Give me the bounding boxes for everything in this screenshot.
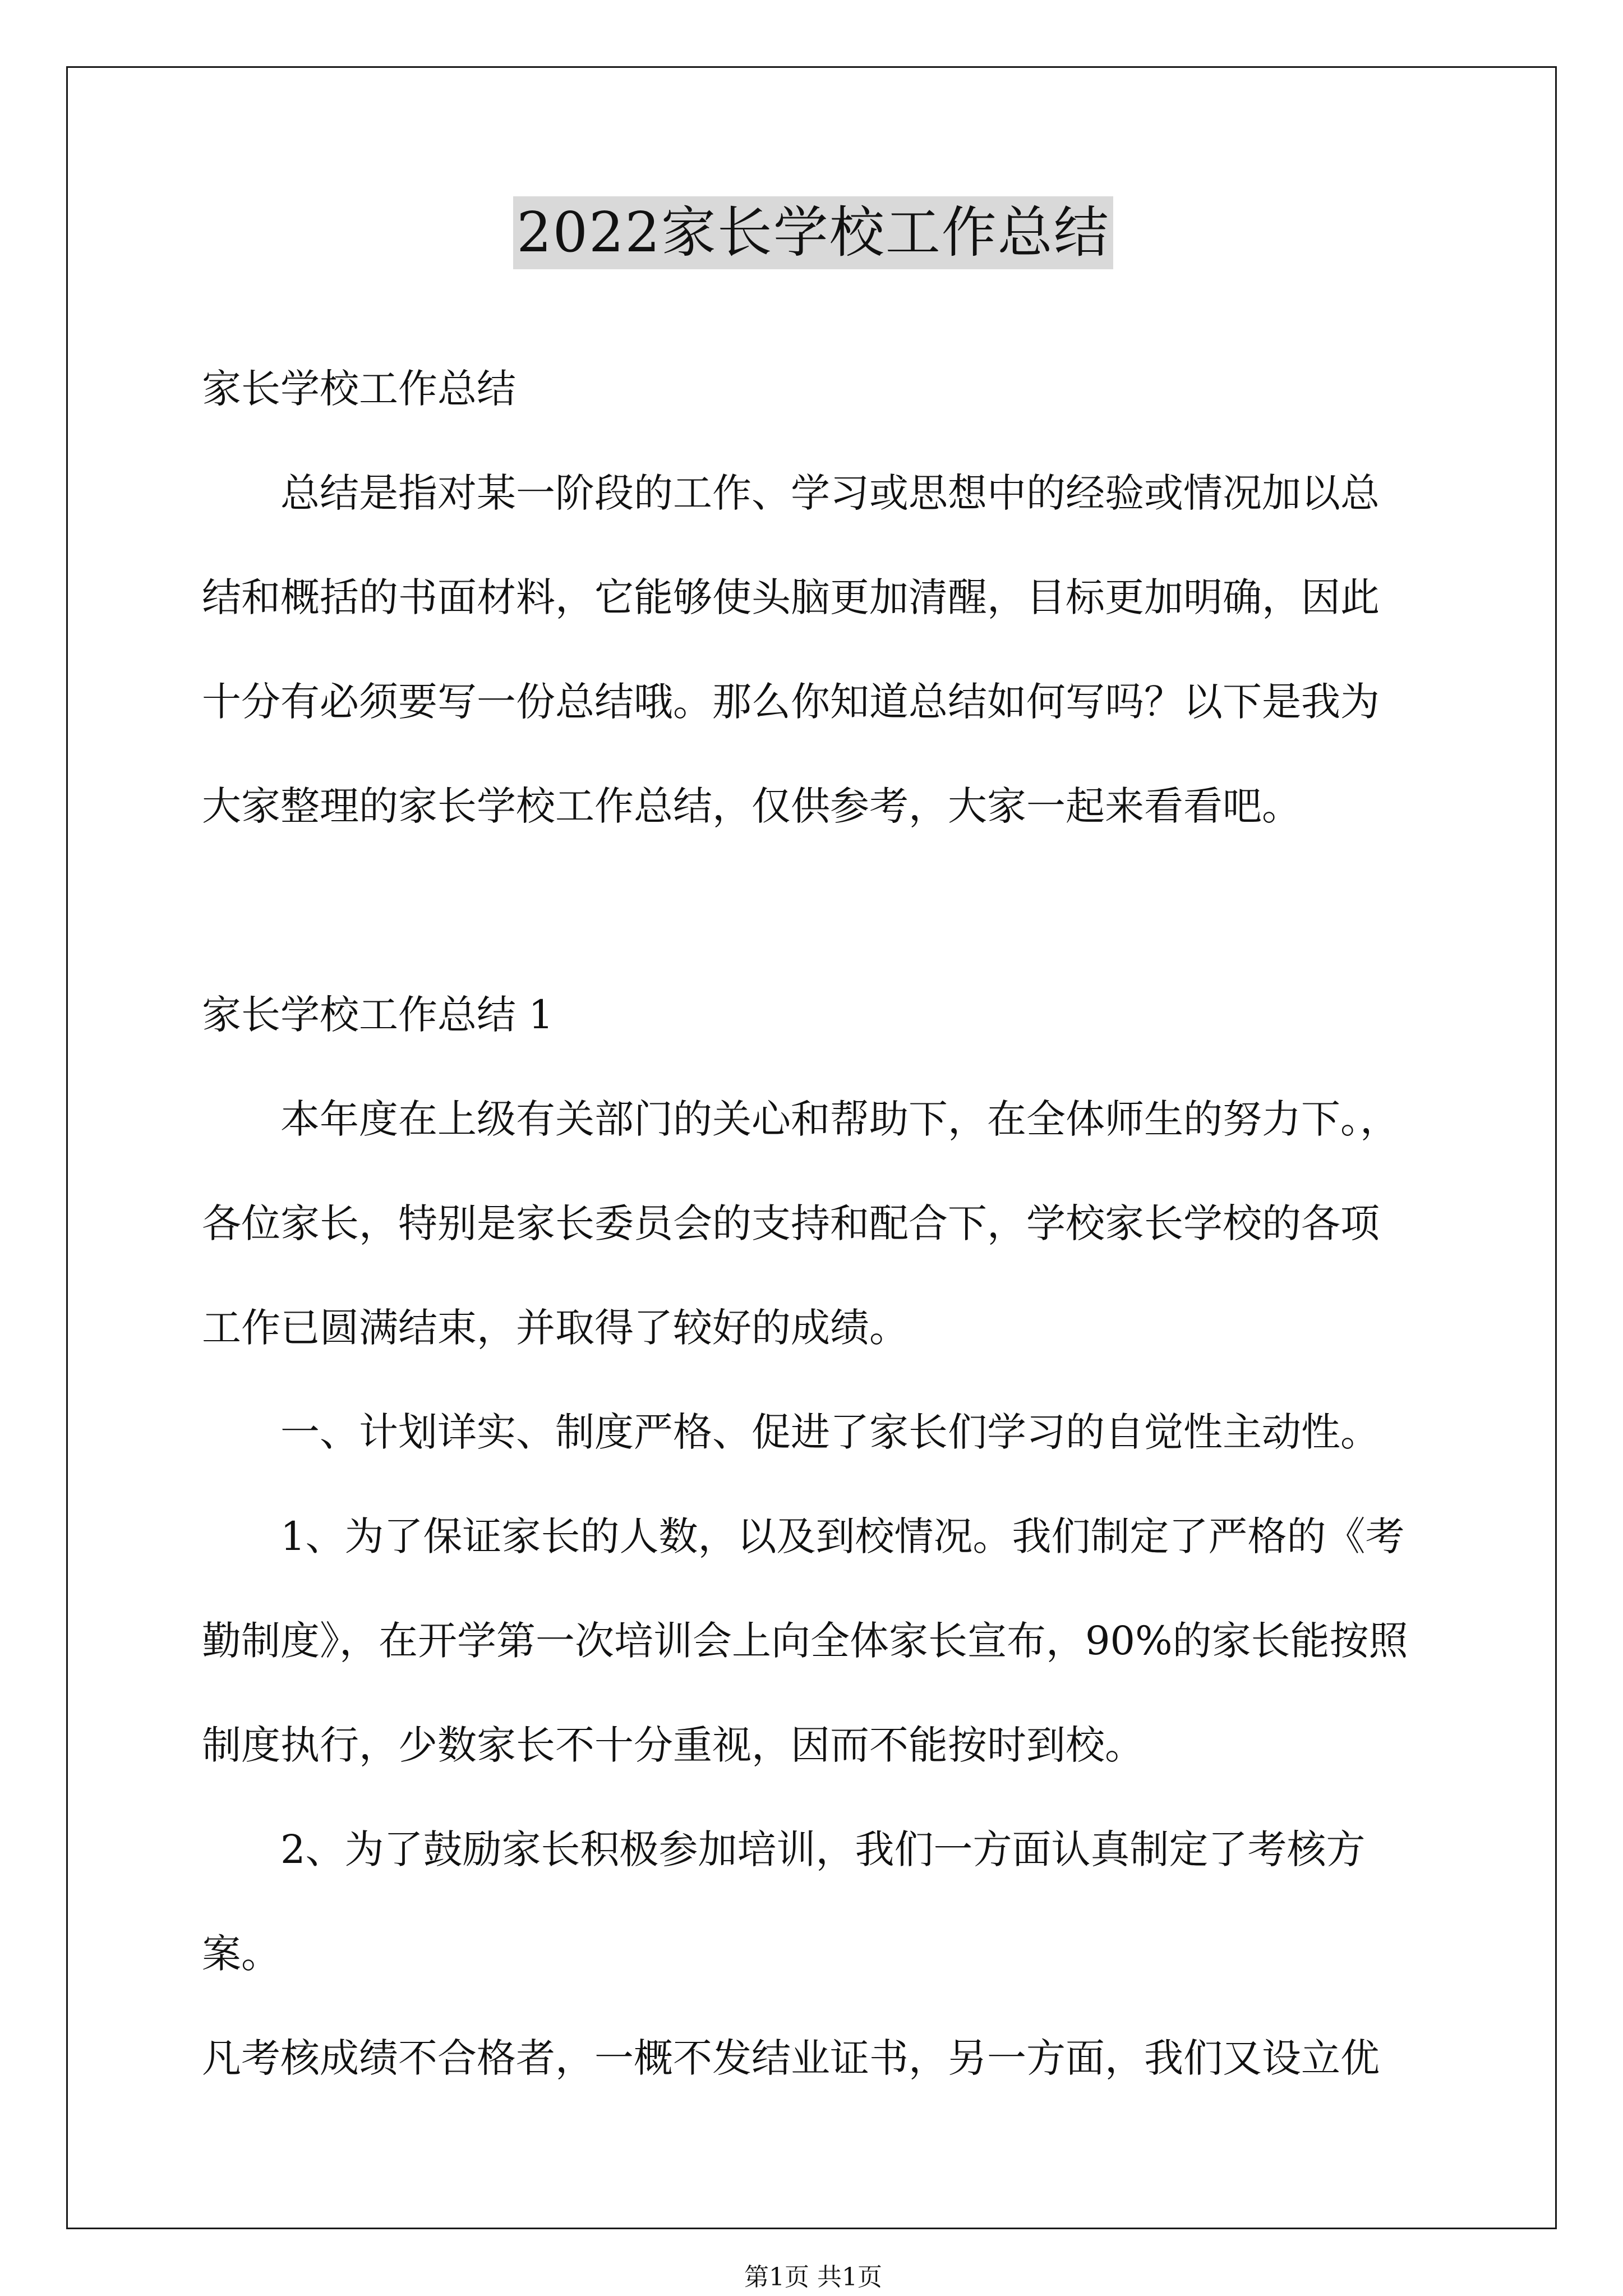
- section-spacer: [202, 858, 1424, 963]
- document-subtitle: 家长学校工作总结: [202, 366, 516, 412]
- page-footer: 第1页 共1页: [744, 2263, 882, 2292]
- section-line-3: 工作已圆满结束，并取得了较好的成绩。: [202, 1305, 909, 1351]
- section-line-8: 2、为了鼓励家长积极参加培训，我们一方面认真制定了考核方案。: [202, 1826, 1366, 1977]
- section-line-9: 凡考核成绩不合格者，一概不发结业证书，另一方面，我们又设立优: [202, 2035, 1380, 2081]
- section-line-5: 1、为了保证家长的人数，以及到校情况。我们制定了严格的《考: [280, 1513, 1405, 1559]
- section-line-1: 本年度在上级有关部门的关心和帮助下，在全体师生的努力下。，: [280, 1096, 1399, 1142]
- document-content: [202, 146, 1424, 2292]
- section-heading: 家长学校工作总结 1: [202, 992, 554, 1038]
- section-line-7: 制度执行，少数家长不十分重视，因而不能按时到校。: [202, 1722, 1144, 1768]
- title-wrap: [202, 196, 1424, 269]
- section-line-2: 各位家长，特别是家长委员会的支持和配合下，学校家长学校的各项: [202, 1200, 1380, 1246]
- intro-line-4: 大家整理的家长学校工作总结，仅供参考，大家一起来看看吧。: [202, 783, 1301, 829]
- intro-line-2: 结和概括的书面材料，它能够使头脑更加清醒，目标更加明确，因此: [202, 574, 1380, 620]
- section-line-6: 勤制度》，在开学第一次培训会上向全体家长宣布，90%的家长能按照: [202, 1618, 1408, 1664]
- document-title: 2022家长学校工作总结: [513, 196, 1113, 269]
- intro-line-1: 总结是指对某一阶段的工作、学习或思想中的经验或情况加以总: [280, 470, 1380, 516]
- section-line-4: 一、计划详实、制度严格、促进了家长们学习的自觉性主动性。: [280, 1409, 1380, 1455]
- intro-line-3: 十分有必须要写一份总结哦。那么你知道总结如何写吗？以下是我为: [202, 679, 1380, 725]
